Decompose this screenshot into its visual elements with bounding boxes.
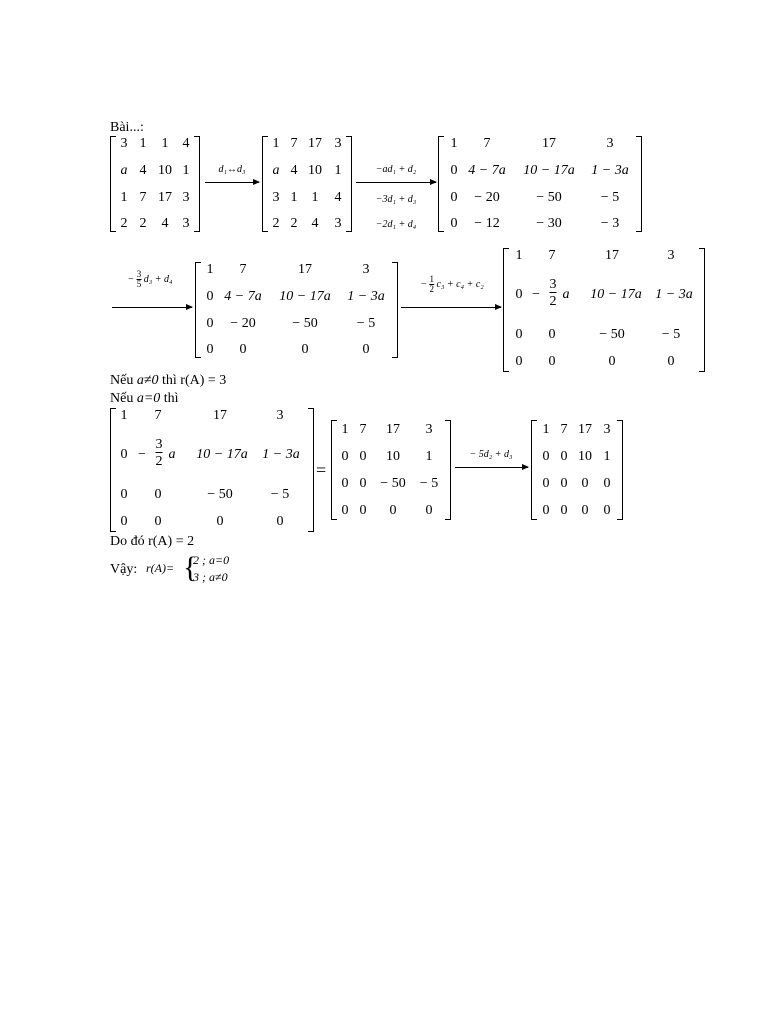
m2-cell: 2 [272, 216, 280, 231]
m6-cell: a [168, 447, 176, 462]
m4-cell: 0 [239, 342, 247, 357]
op4-sign: − [420, 278, 427, 290]
m3-cell: − 20 [474, 190, 500, 205]
m3-cell: 0 [450, 216, 458, 231]
m3-cell: 10 − 17a [523, 163, 575, 178]
equals-sign: = [316, 460, 327, 480]
m6-cell: 17 [213, 408, 227, 423]
m7-cell: 0 [359, 476, 367, 491]
m5-frac-num: 3 [549, 277, 557, 292]
m5-cell: 0 [608, 354, 616, 369]
m2-cell: 3 [272, 190, 280, 205]
m5-cell: 17 [605, 248, 619, 263]
m5-cell: 0 [667, 354, 675, 369]
op3-den: 5 [136, 279, 142, 289]
m6-cell: 0 [216, 514, 224, 529]
m5-cell: a [562, 287, 570, 302]
m4-cell: 1 − 3a [347, 289, 385, 304]
m3-cell: 0 [450, 163, 458, 178]
m2-cell: 4 [290, 163, 298, 178]
m1-cell: 3 [182, 216, 190, 231]
m1-cell: 10 [158, 163, 172, 178]
m7-cell: 0 [341, 449, 349, 464]
m8-cell: 0 [560, 449, 568, 464]
m5-cell: 0 [548, 354, 556, 369]
arrow-icon [455, 467, 528, 468]
m6-cell: 10 − 17a [196, 447, 248, 462]
m4-cell: 7 [239, 262, 247, 277]
m1-cell: 3 [182, 190, 190, 205]
m7-cell: 0 [359, 503, 367, 518]
m8-cell: 0 [560, 503, 568, 518]
conclusion-2-case2: 3 ; a≠0 [193, 570, 228, 584]
m5-cell: 1 − 3a [655, 287, 693, 302]
m8-cell: 0 [581, 476, 589, 491]
case-1 [110, 373, 226, 389]
op2-label: −2d₁ + d₄ [375, 219, 417, 230]
matrix-6 [110, 408, 314, 532]
m7-cell: 0 [341, 476, 349, 491]
m8-cell: 10 [578, 449, 592, 464]
m5-cell: 10 − 17a [590, 287, 642, 302]
m1-cell: a [120, 163, 128, 178]
case-2 [110, 391, 179, 407]
case1-condition: a≠0 [136, 373, 159, 388]
m7-cell: − 50 [380, 476, 406, 491]
m3-cell: − 12 [474, 216, 500, 231]
m6-cell: − 5 [270, 487, 290, 502]
m7-cell: 0 [359, 449, 367, 464]
m3-cell: 4 − 7a [468, 163, 506, 178]
m7-cell: 3 [425, 422, 433, 437]
m8-cell: 0 [603, 503, 611, 518]
m8-cell: 1 [542, 422, 550, 437]
op5-label: − 5d₂ + d₃ [469, 449, 513, 460]
m5-cell: 3 [667, 248, 675, 263]
m5-cell: 0 [548, 327, 556, 342]
m3-cell: − 50 [536, 190, 562, 205]
m7-cell: 7 [359, 422, 367, 437]
m8-cell: 17 [578, 422, 592, 437]
m5-frac-den: 2 [549, 294, 557, 309]
title: Bài...: [110, 120, 144, 135]
m2-cell: 1 [311, 190, 319, 205]
m8-cell: 1 [603, 449, 611, 464]
m8-cell: 0 [581, 503, 589, 518]
m6-frac-den: 2 [155, 454, 163, 469]
m1-cell: 1 [139, 136, 147, 151]
m4-cell: 0 [362, 342, 370, 357]
m5-cell: 0 [515, 327, 523, 342]
m2-cell: 4 [334, 190, 342, 205]
m4-cell: 0 [206, 316, 214, 331]
m1-cell: 2 [139, 216, 147, 231]
m2-cell: 1 [272, 136, 280, 151]
m1-cell: 17 [158, 190, 172, 205]
op4-frac [430, 275, 435, 294]
m6-cell: 7 [154, 408, 162, 423]
m8-cell: 0 [560, 476, 568, 491]
m4-cell: 0 [206, 289, 214, 304]
m6-cell: 0 [120, 514, 128, 529]
m8-cell: 0 [542, 449, 550, 464]
m4-cell: − 20 [230, 316, 256, 331]
arrow-icon [401, 307, 501, 308]
m7-cell: 0 [389, 503, 397, 518]
m8-cell: 3 [603, 422, 611, 437]
m5-cell: 1 [515, 248, 523, 263]
m5-cell: − [532, 287, 540, 302]
matrix-7 [331, 420, 451, 520]
m5-cell: 7 [548, 248, 556, 263]
case2-rest: thì [163, 391, 179, 406]
m3-cell: − 3 [600, 216, 620, 231]
case1-rest: thì r(A) = 3 [162, 373, 227, 388]
m6-cell: 1 − 3a [262, 447, 300, 462]
op4-rest: c₃ + c₄ + c₂ [436, 278, 484, 290]
m2-cell: a [272, 163, 280, 178]
m2-cell: 1 [334, 163, 342, 178]
m7-cell: 0 [341, 503, 349, 518]
m6-cell: 0 [276, 514, 284, 529]
conclusion-2-prefix: Vậy: [110, 562, 138, 577]
conclusion-2-case1: 2 ; a=0 [193, 553, 230, 567]
m4-cell: 17 [298, 262, 312, 277]
m2-cell: 4 [311, 216, 319, 231]
left-brace-icon: { [183, 551, 198, 584]
op2-label: −3d₁ + d₃ [375, 194, 417, 205]
m4-cell: 1 [206, 262, 214, 277]
m4-cell: 3 [362, 262, 370, 277]
m2-cell: 3 [334, 216, 342, 231]
m7-cell: 1 [425, 449, 433, 464]
case2-prefix: Nếu [110, 391, 134, 406]
m4-cell: − 5 [356, 316, 376, 331]
m8-cell: 0 [603, 476, 611, 491]
conclusion-2-lhs: r(A)= [146, 561, 175, 575]
m4-cell: − 50 [292, 316, 318, 331]
m3-cell: 7 [483, 136, 491, 151]
matrix-1 [110, 136, 200, 232]
op3-num: 3 [136, 269, 142, 279]
m5-cell: − 50 [599, 327, 625, 342]
m2-cell: 10 [308, 163, 322, 178]
m2-cell: 3 [334, 136, 342, 151]
m1-cell: 4 [139, 163, 147, 178]
m3-cell: 0 [450, 190, 458, 205]
m1-cell: 1 [161, 136, 169, 151]
m3-cell: − 5 [600, 190, 620, 205]
op1-label: d₁↔d₃ [218, 164, 246, 175]
arrow-icon [112, 307, 192, 308]
matrix-5 [503, 248, 705, 372]
m4-cell: 4 − 7a [224, 289, 262, 304]
m2-cell: 17 [308, 136, 322, 151]
matrix-4 [195, 262, 398, 358]
matrix-3 [438, 136, 642, 232]
matrix-8 [531, 420, 623, 520]
m1-cell: 1 [120, 190, 128, 205]
arrow-icon [356, 182, 436, 183]
m5-cell: − 5 [661, 327, 681, 342]
m3-cell: 17 [542, 136, 556, 151]
m7-cell: 0 [425, 503, 433, 518]
op3-sign: − [127, 273, 135, 285]
m2-cell: 1 [290, 190, 298, 205]
matrix-2 [262, 136, 352, 232]
m8-cell: 0 [542, 476, 550, 491]
op3-rest: d₃ + d₄ [143, 273, 173, 285]
m6-cell: 0 [154, 487, 162, 502]
op4-label [420, 275, 484, 294]
m6-cell: − 50 [207, 487, 233, 502]
m6-cell: − [138, 447, 146, 462]
op3-label [128, 270, 173, 289]
m5-cell: 0 [515, 287, 523, 302]
m1-cell: 4 [161, 216, 169, 231]
op4-den: 2 [429, 284, 434, 294]
m1-cell: 3 [120, 136, 128, 151]
op3-frac [137, 270, 142, 289]
m6-cell: 0 [120, 447, 128, 462]
m1-cell: 1 [182, 163, 190, 178]
m4-cell: 0 [301, 342, 309, 357]
m6-cell: 0 [120, 487, 128, 502]
m3-cell: 1 − 3a [591, 163, 629, 178]
m8-cell: 7 [560, 422, 568, 437]
m1-cell: 2 [120, 216, 128, 231]
m3-cell: − 30 [536, 216, 562, 231]
case1-prefix: Nếu [110, 373, 134, 388]
op2-label: −ad₁ + d₂ [375, 164, 417, 175]
m7-cell: 10 [386, 449, 400, 464]
op4-num: 1 [429, 274, 434, 284]
m5-cell: 0 [515, 354, 523, 369]
m7-cell: − 5 [419, 476, 439, 491]
m7-cell: 1 [341, 422, 349, 437]
m8-cell: 0 [542, 503, 550, 518]
m2-cell: 7 [290, 136, 298, 151]
case2-condition: a=0 [136, 391, 161, 406]
m1-cell: 7 [139, 190, 147, 205]
m4-cell: 10 − 17a [279, 289, 331, 304]
m6-cell: 3 [276, 408, 284, 423]
arrow-icon [205, 182, 259, 183]
m6-fraction [156, 437, 163, 469]
m6-cell: 1 [120, 408, 128, 423]
m4-cell: 0 [206, 342, 214, 357]
conclusion-1: Do đó r(A) = 2 [110, 534, 195, 549]
m5-fraction [550, 277, 557, 309]
m1-cell: 4 [182, 136, 190, 151]
m3-cell: 3 [606, 136, 614, 151]
m2-cell: 2 [290, 216, 298, 231]
m6-cell: 0 [154, 514, 162, 529]
m6-frac-num: 3 [155, 437, 163, 452]
m7-cell: 17 [386, 422, 400, 437]
m3-cell: 1 [450, 136, 458, 151]
